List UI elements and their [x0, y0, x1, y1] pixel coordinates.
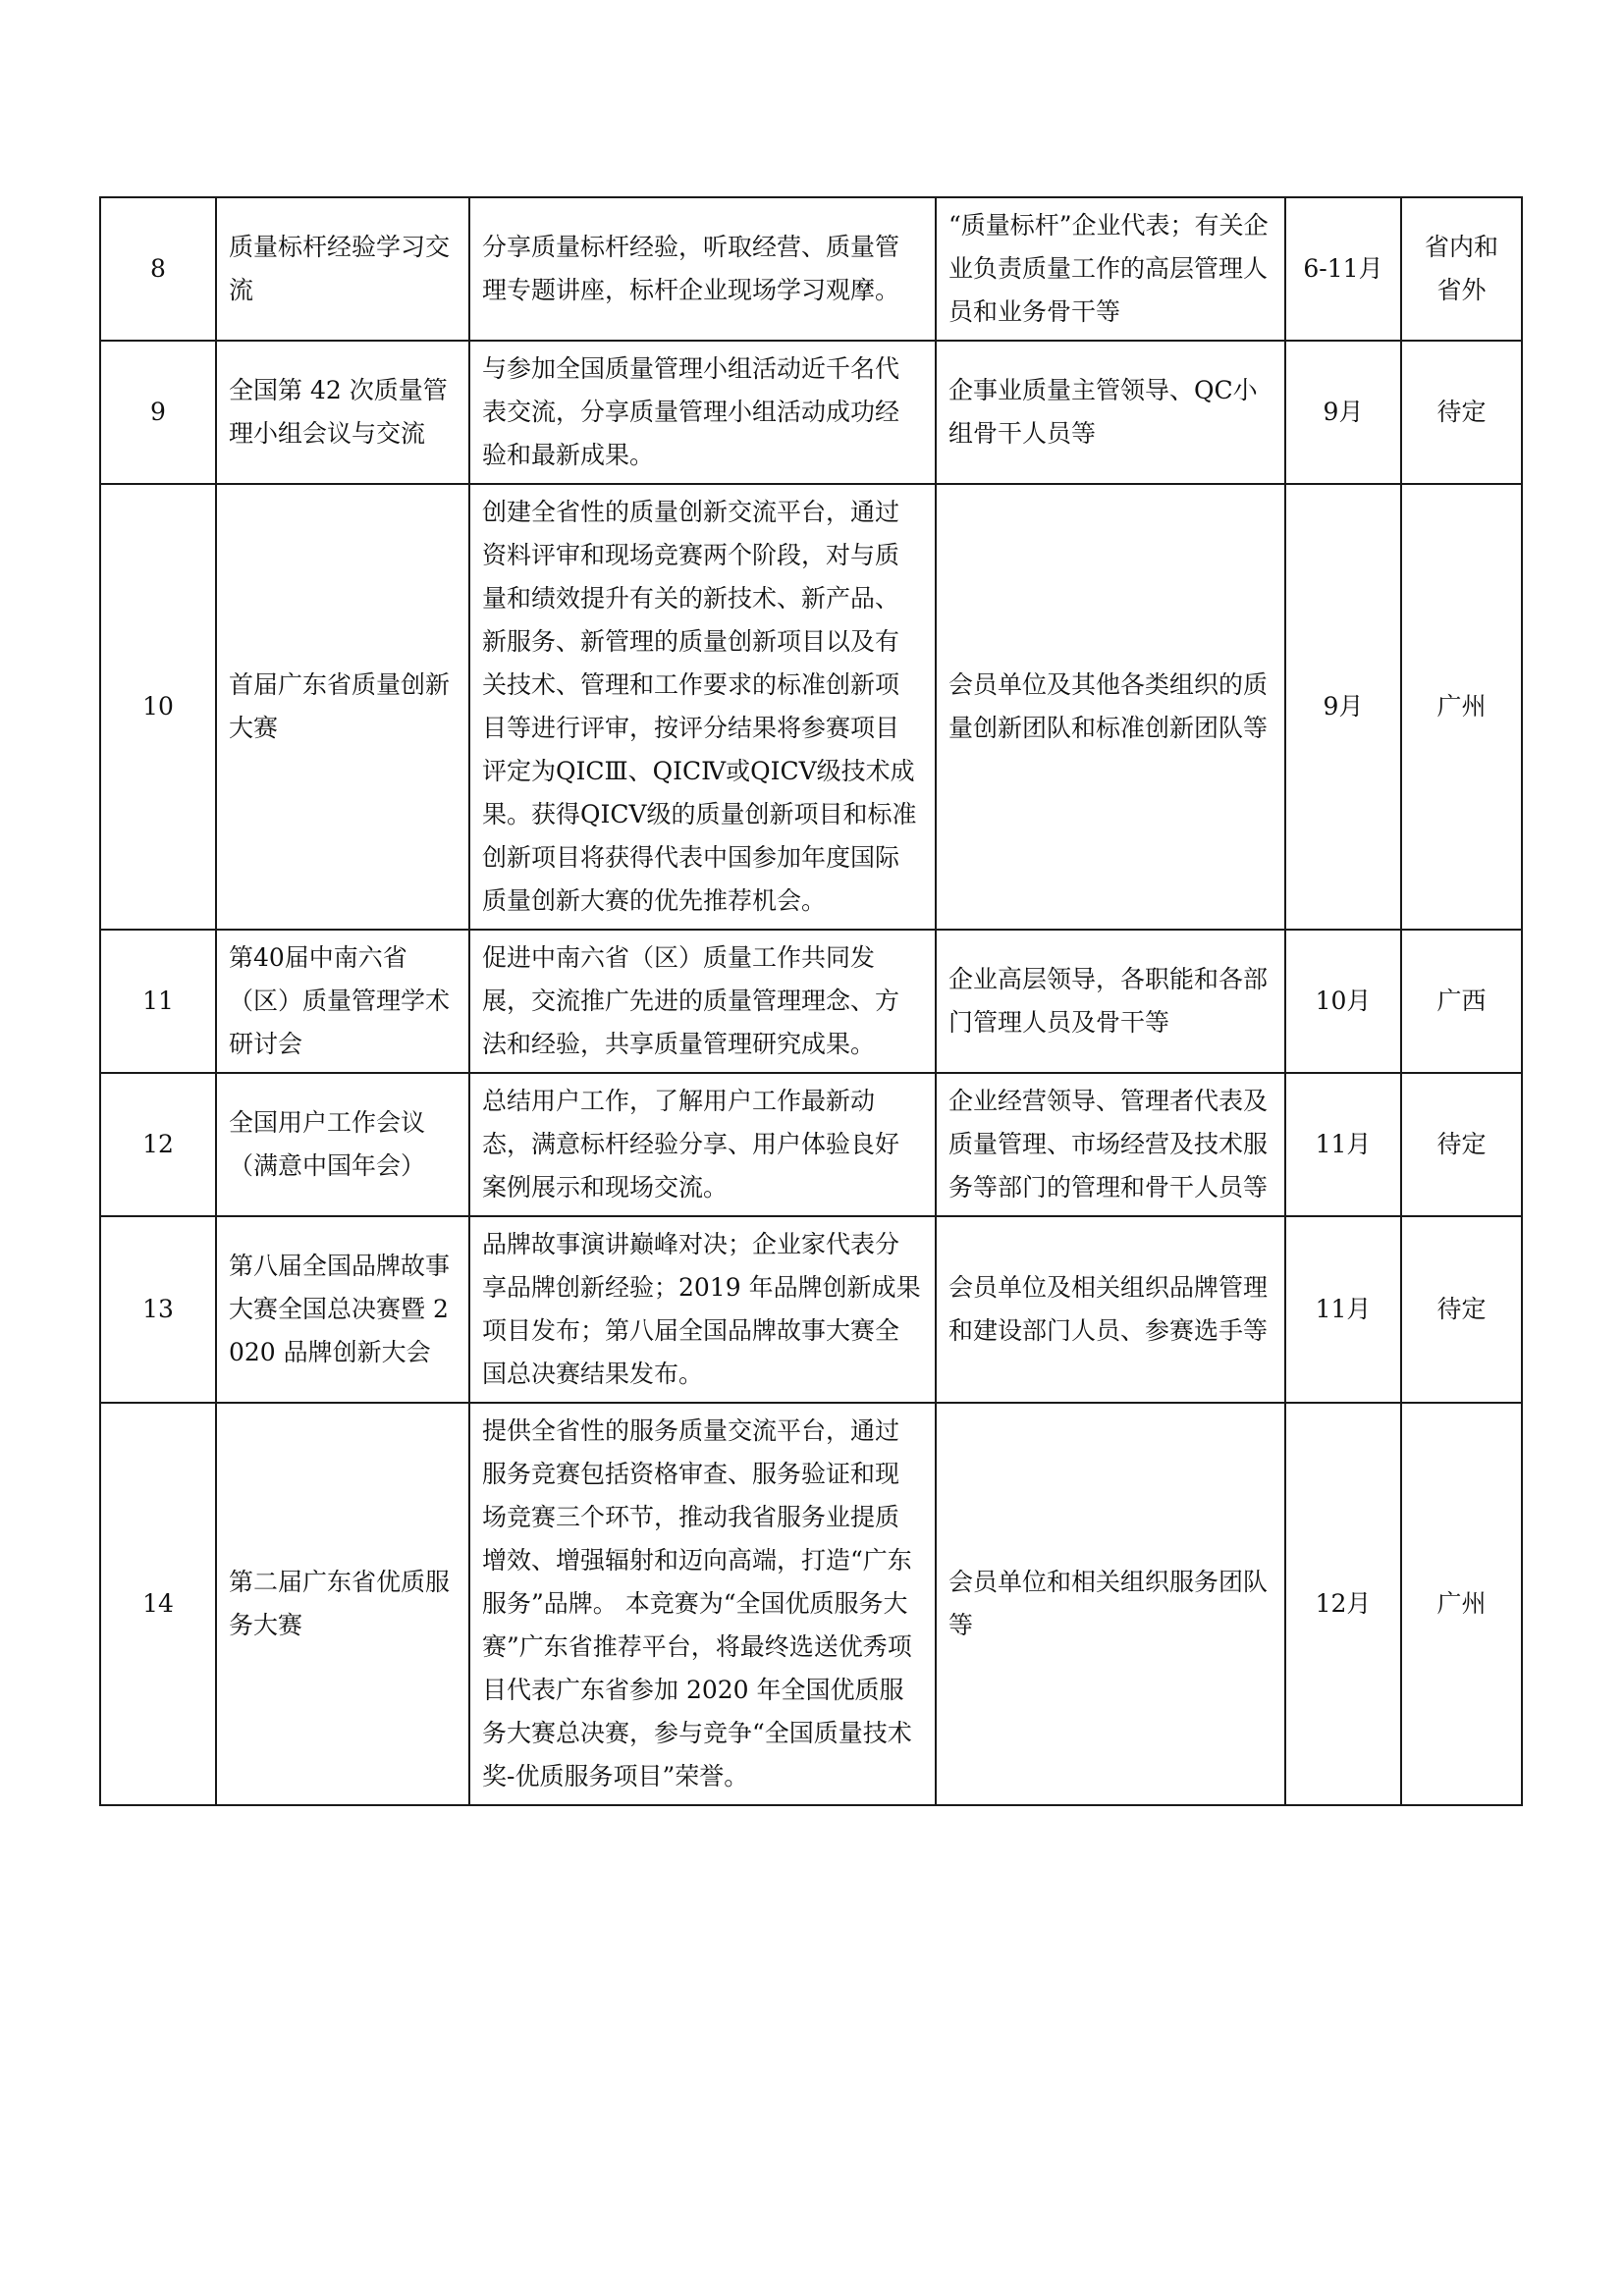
- activity-participants: 会员单位及相关组织品牌管理和建设部门人员、参赛选手等: [936, 1216, 1285, 1403]
- table-row: [100, 1073, 1522, 1216]
- activity-location: 待定: [1401, 1216, 1522, 1403]
- activity-location: 广州: [1401, 1403, 1522, 1805]
- activity-location: 广州: [1401, 484, 1522, 930]
- activity-participants: 企业高层领导，各职能和各部门管理人员及骨干等: [936, 930, 1285, 1073]
- activity-content: 分享质量标杆经验，听取经营、质量管理专题讲座，标杆企业现场学习观摩。: [469, 197, 936, 341]
- row-number: 10: [100, 484, 216, 930]
- activity-participants: 会员单位及其他各类组织的质量创新团队和标准创新团队等: [936, 484, 1285, 930]
- row-number: 9: [100, 341, 216, 484]
- activity-name: 全国第 42 次质量管理小组会议与交流: [216, 341, 469, 484]
- activity-participants: “质量标杆”企业代表；有关企业负责质量工作的高层管理人员和业务骨干等: [936, 197, 1285, 341]
- activity-content: 总结用户工作，了解用户工作最新动态，满意标杆经验分享、用户体验良好案例展示和现场交流。: [469, 1073, 936, 1216]
- activity-time: 9月: [1285, 484, 1401, 930]
- row-number: 14: [100, 1403, 216, 1805]
- table-row: [100, 1216, 1522, 1403]
- activity-content: 与参加全国质量管理小组活动近千名代表交流，分享质量管理小组活动成功经验和最新成果。: [469, 341, 936, 484]
- activity-time: 9月: [1285, 341, 1401, 484]
- table-row: [100, 930, 1522, 1073]
- activity-content: 促进中南六省（区）质量工作共同发展，交流推广先进的质量管理理念、方法和经验，共享质量管理研究成果。: [469, 930, 936, 1073]
- activity-name: 质量标杆经验学习交流: [216, 197, 469, 341]
- activity-content: 提供全省性的服务质量交流平台，通过服务竞赛包括资格审查、服务验证和现场竞赛三个环节，推动我省服务业提质增效、增强辐射和迈向高端，打造“广东服务”品牌。 本竞赛为“全国优质服务大赛”广东省推荐平台，将最终选送优秀项目代表广东省参加 2020 年全国优质服务大赛总决赛，参与竞争“全国质量技术奖-优质服务项目”荣誉。: [469, 1403, 936, 1805]
- activity-location: 待定: [1401, 1073, 1522, 1216]
- row-number: 11: [100, 930, 216, 1073]
- activity-location: 待定: [1401, 341, 1522, 484]
- table-row: [100, 484, 1522, 930]
- row-number: 8: [100, 197, 216, 341]
- activity-time: 6-11月: [1285, 197, 1401, 341]
- activity-location: 广西: [1401, 930, 1522, 1073]
- activity-location: 省内和省外: [1401, 197, 1522, 341]
- row-number: 12: [100, 1073, 216, 1216]
- activity-time: 10月: [1285, 930, 1401, 1073]
- row-number: 13: [100, 1216, 216, 1403]
- activity-name: 第40届中南六省（区）质量管理学术研讨会: [216, 930, 469, 1073]
- activity-participants: 企事业质量主管领导、QC小组骨干人员等: [936, 341, 1285, 484]
- activity-name: 首届广东省质量创新大赛: [216, 484, 469, 930]
- table-row: [100, 341, 1522, 484]
- activity-participants: 会员单位和相关组织服务团队等: [936, 1403, 1285, 1805]
- table-row: [100, 1403, 1522, 1805]
- activity-time: 11月: [1285, 1216, 1401, 1403]
- activity-content: 品牌故事演讲巅峰对决；企业家代表分享品牌创新经验；2019 年品牌创新成果项目发布；第八届全国品牌故事大赛全国总决赛结果发布。: [469, 1216, 936, 1403]
- activity-name: 第二届广东省优质服务大赛: [216, 1403, 469, 1805]
- activity-participants: 企业经营领导、管理者代表及质量管理、市场经营及技术服务等部门的管理和骨干人员等: [936, 1073, 1285, 1216]
- activity-time: 11月: [1285, 1073, 1401, 1216]
- activity-name: 全国用户工作会议（满意中国年会）: [216, 1073, 469, 1216]
- activity-name: 第八届全国品牌故事大赛全国总决赛暨 2020 品牌创新大会: [216, 1216, 469, 1403]
- activity-schedule-table: [99, 196, 1523, 1806]
- activity-time: 12月: [1285, 1403, 1401, 1805]
- activity-content: 创建全省性的质量创新交流平台，通过资料评审和现场竞赛两个阶段，对与质量和绩效提升有关的新技术、新产品、新服务、新管理的质量创新项目以及有关技术、管理和工作要求的标准创新项目等进行评审，按评分结果将参赛项目评定为QICⅢ、QICⅣ或QICⅤ级技术成果。获得QICⅤ级的质量创新项目和标准创新项目将获得代表中国参加年度国际质量创新大赛的优先推荐机会。: [469, 484, 936, 930]
- table-row: [100, 197, 1522, 341]
